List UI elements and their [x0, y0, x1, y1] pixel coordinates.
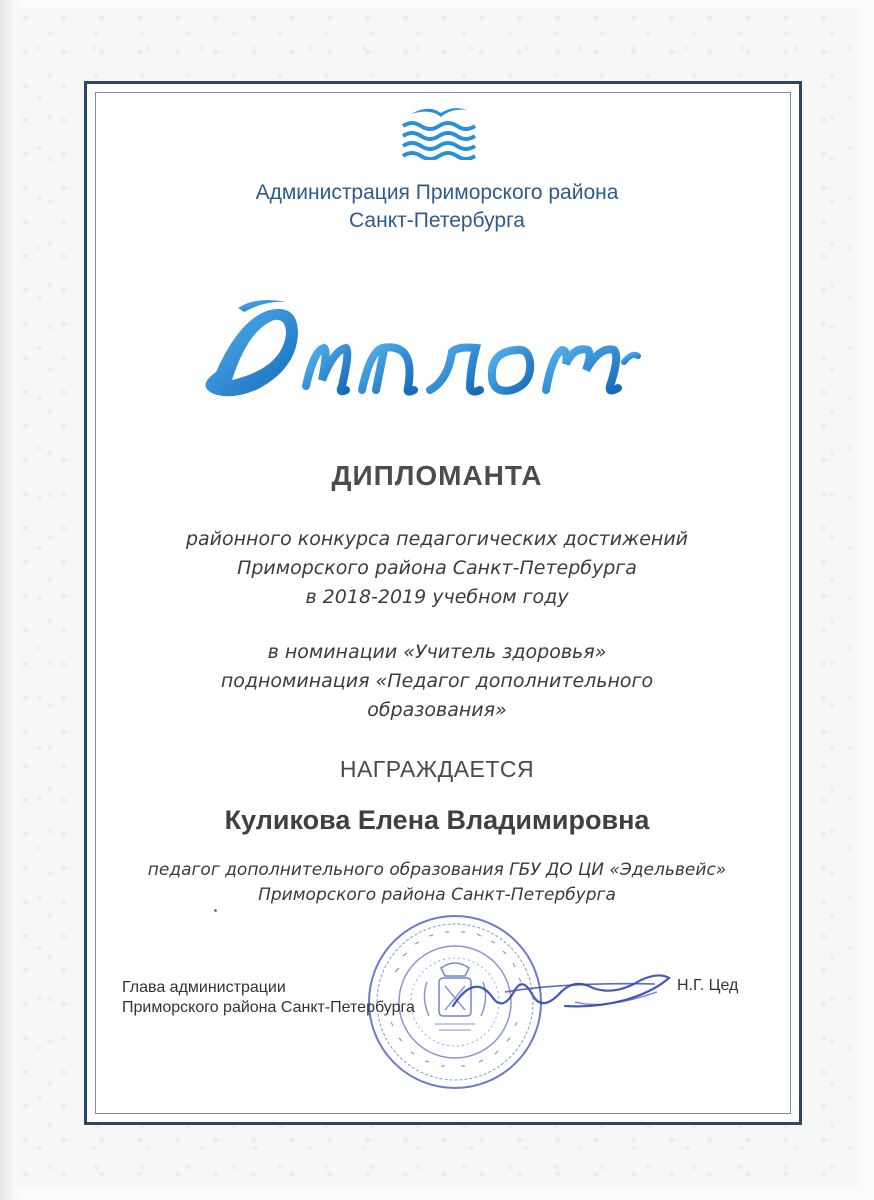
signature-icon	[445, 962, 675, 1022]
signatory-name: Н.Г. Цед	[677, 977, 739, 994]
nomination-line-3: образования»	[367, 699, 507, 721]
contest-line-2: Приморского района Санкт-Петербурга	[237, 557, 637, 579]
organization-line-2: Санкт-Петербурга	[349, 209, 525, 232]
signatory-title-line-2: Приморского района Санкт-Петербурга	[122, 999, 415, 1016]
awarded-label: НАГРАЖДАЕТСЯ	[339, 756, 535, 782]
contest-line-3: в 2018-2019 учебном году	[305, 586, 569, 608]
diploma-script-title	[186, 290, 686, 410]
seagull-waves-logo-icon	[401, 102, 477, 160]
recipient-position-line-2: Приморского района Санкт-Петербурга	[258, 885, 616, 905]
signatory-title-line-1: Глава администрации	[122, 979, 286, 996]
nomination-line-1: в номинации «Учитель здоровья»	[267, 641, 607, 663]
recipient-name: Куликова Елена Владимировна	[224, 805, 650, 835]
nomination-line-2: подноминация «Педагог дополнительного	[220, 670, 654, 692]
recipient-position-line-1: педагог дополнительного образования ГБУ ДО ЦИ «Эдельвейс»	[147, 860, 727, 880]
contest-line-1: районного конкурса педагогических достижений	[185, 528, 689, 550]
speck	[214, 909, 217, 912]
diplomant-heading: ДИПЛОМАНТА	[331, 460, 543, 491]
organization-line-1: Администрация Приморского района	[255, 181, 619, 204]
